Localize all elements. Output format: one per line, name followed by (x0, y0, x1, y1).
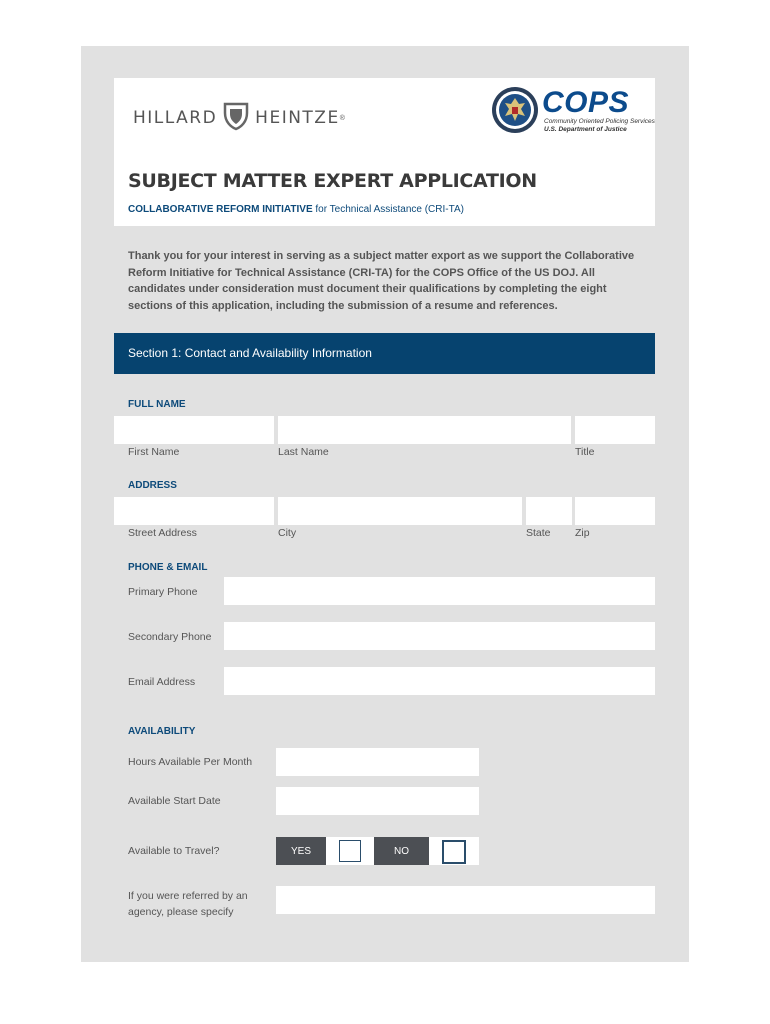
hours-available-field[interactable] (276, 748, 479, 776)
secondary-phone-label: Secondary Phone (128, 631, 212, 643)
shield-icon (223, 101, 249, 136)
last-name-label: Last Name (278, 446, 329, 458)
address-heading: ADDRESS (128, 480, 177, 491)
travel-yes-cell (326, 837, 374, 865)
logo-word-heintze: HEINTZE (255, 108, 340, 128)
trademark-mark: ® (339, 114, 345, 122)
last-name-field[interactable] (278, 416, 571, 444)
availability-heading: AVAILABILITY (128, 726, 196, 737)
travel-no-button: NO (374, 837, 429, 865)
cops-logo-line1: Community Oriented Policing Services (544, 118, 655, 125)
logo-word-hillard: HILLARD (133, 108, 218, 128)
referred-label-line1: If you were referred by an (128, 890, 248, 902)
street-address-field[interactable] (114, 497, 274, 525)
title-field[interactable] (575, 416, 655, 444)
travel-no-cell (429, 837, 479, 865)
secondary-phone-field[interactable] (224, 622, 655, 650)
document-title: SUBJECT MATTER EXPERT APPLICATION (128, 170, 537, 192)
subtitle-rest: for Technical Assistance (CRI-TA) (315, 204, 464, 215)
hours-available-label: Hours Available Per Month (128, 756, 253, 768)
travel-yes-button: YES (276, 837, 326, 865)
phone-email-heading: PHONE & EMAIL (128, 562, 208, 573)
start-date-field[interactable] (276, 787, 479, 815)
title-label: Title (575, 446, 595, 458)
state-field[interactable] (526, 497, 572, 525)
doj-seal-icon (491, 86, 539, 134)
document-subtitle (128, 204, 464, 215)
application-page (81, 46, 689, 962)
intro-paragraph: Thank you for your interest in serving as a subject matter export as we support the Collaborative Reform Initiative for Technical Assistance (CRI-TA) for the COPS Office of the US DOJ. All candidates under consideration must document their qualifications by completing the eight sections of this application, including the submission of a resume and references. (128, 250, 635, 312)
cops-logo-word: COPS (542, 86, 630, 119)
hillard-heintze-logo (133, 102, 345, 134)
zip-field[interactable] (575, 497, 655, 525)
zip-label: Zip (575, 527, 590, 539)
referred-agency-field[interactable] (276, 886, 655, 914)
state-label: State (526, 527, 551, 539)
travel-label: Available to Travel? (128, 845, 220, 857)
first-name-field[interactable] (114, 416, 274, 444)
referred-label (128, 888, 248, 920)
city-field[interactable] (278, 497, 522, 525)
start-date-label: Available Start Date (128, 795, 221, 807)
email-address-field[interactable] (224, 667, 655, 695)
section-banner-label: Section 1: Contact and Availability Information (128, 346, 372, 360)
subtitle-bold: COLLABORATIVE REFORM INITIATIVE (128, 204, 313, 215)
travel-no-checkbox[interactable] (442, 840, 466, 864)
email-address-label: Email Address (128, 676, 196, 688)
primary-phone-label: Primary Phone (128, 586, 198, 598)
section-banner (114, 333, 655, 374)
header-card (114, 78, 655, 226)
full-name-heading: FULL NAME (128, 399, 186, 410)
referred-label-line2: agency, please specify (128, 906, 234, 918)
cops-logo-line2: U.S. Department of Justice (544, 126, 627, 133)
travel-yes-checkbox[interactable] (339, 840, 361, 862)
primary-phone-field[interactable] (224, 577, 655, 605)
first-name-label: First Name (128, 446, 180, 458)
street-address-label: Street Address (128, 527, 197, 539)
city-label: City (278, 527, 297, 539)
